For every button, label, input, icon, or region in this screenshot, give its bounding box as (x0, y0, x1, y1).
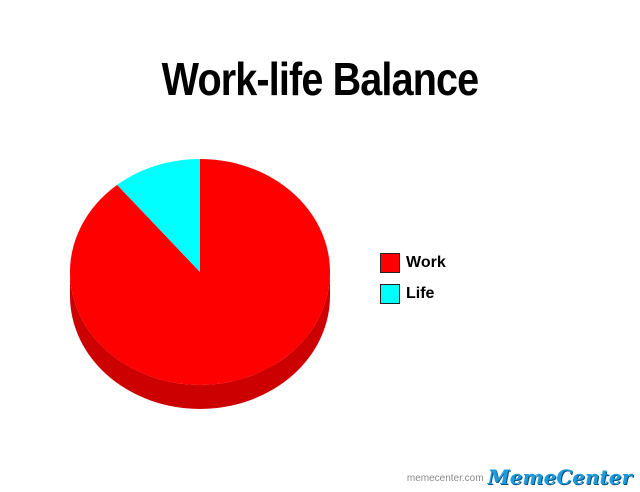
memecenter-logo: MemeCenter (487, 465, 632, 489)
legend-item-life (380, 284, 446, 304)
legend-swatch-work (380, 253, 400, 273)
watermark-url: memecenter.com (406, 473, 484, 484)
legend-item-work (380, 253, 446, 273)
watermark (407, 466, 632, 488)
legend-swatch-life (380, 284, 400, 304)
legend-label-life: Life (406, 285, 435, 302)
chart-title: Work-life Balance (161, 53, 479, 105)
legend-label-work: Work (406, 254, 446, 271)
legend (380, 253, 446, 315)
